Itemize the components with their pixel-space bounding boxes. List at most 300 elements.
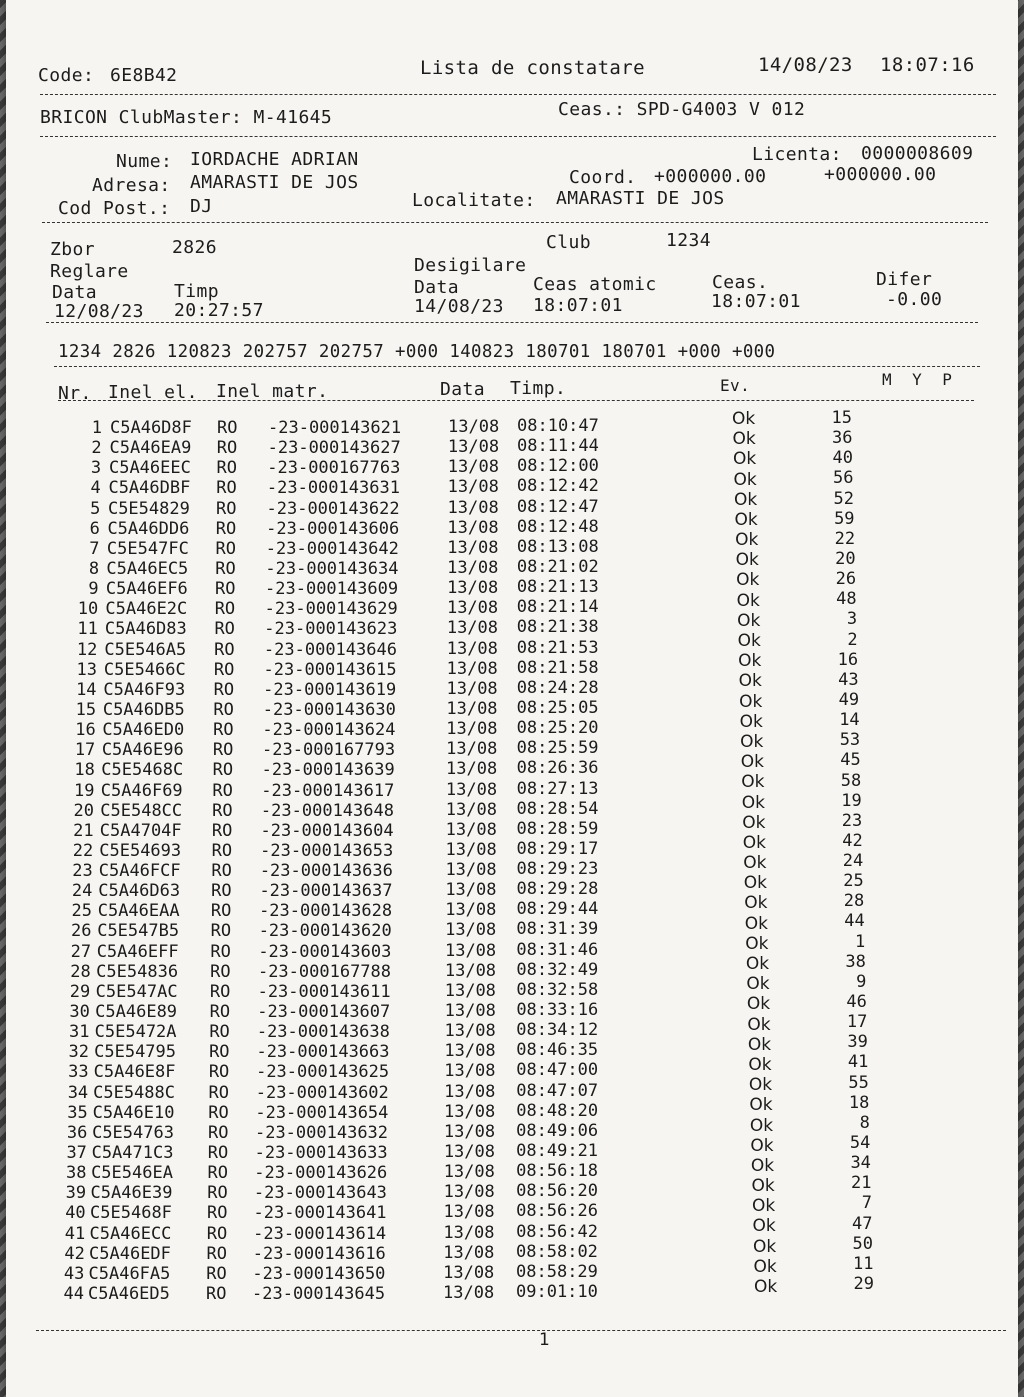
ring-electronic: C5A46EAA — [97, 901, 180, 922]
arrival-time: 08:46:35 — [516, 1040, 599, 1061]
arrival-time: 08:48:20 — [516, 1100, 599, 1121]
ring-country: RO — [212, 780, 233, 801]
ring-electronic: C5A46DB5 — [102, 699, 185, 720]
arrival-time: 08:56:26 — [516, 1201, 598, 1222]
arrival-time: 08:49:21 — [516, 1141, 599, 1162]
event-status: Ok — [737, 631, 761, 652]
ring-matricol: -23-000143648 — [260, 800, 394, 821]
ring-country: RO — [208, 1122, 229, 1143]
event-status: Ok — [750, 1135, 774, 1156]
code-value: 6E8B42 — [110, 65, 178, 86]
row-number: 21 — [73, 820, 94, 841]
event-status: Ok — [744, 893, 768, 914]
arrival-date: 13/08 — [447, 477, 499, 498]
address-label: Adresa: — [92, 175, 171, 196]
ring-country: RO — [210, 921, 232, 942]
ring-electronic: C5E5466C — [103, 659, 186, 680]
arrival-date: 13/08 — [445, 779, 498, 800]
arrival-time: 08:58:29 — [516, 1261, 598, 1282]
minute-value: 52 — [833, 488, 855, 509]
arrival-date: 13/08 — [444, 1101, 496, 1122]
minute-value: 9 — [856, 971, 867, 992]
col-inel-el: Inel el. — [108, 382, 198, 403]
event-status: Ok — [748, 1054, 772, 1075]
arrival-date: 13/08 — [447, 437, 500, 458]
ring-country: RO — [206, 1284, 227, 1304]
ring-country: RO — [212, 740, 234, 761]
ring-country: RO — [207, 1183, 228, 1204]
event-status: Ok — [743, 853, 767, 874]
event-status: Ok — [748, 1075, 773, 1096]
ring-country: RO — [210, 961, 231, 982]
ring-electronic: C5E54829 — [107, 498, 190, 519]
arrival-time: 08:12:48 — [516, 516, 599, 537]
ring-matricol: -23-000143604 — [260, 820, 394, 841]
ring-electronic: C5A46FCF — [98, 861, 181, 882]
arrival-date: 13/08 — [443, 1222, 495, 1243]
arrival-date: 13/08 — [447, 578, 499, 599]
ring-electronic: C5E54693 — [99, 840, 182, 861]
ring-country: RO — [211, 861, 232, 882]
minute-value: 56 — [833, 468, 854, 489]
minute-value: 58 — [840, 770, 862, 791]
ring-country: RO — [213, 720, 234, 741]
ring-electronic: C5A46F69 — [100, 780, 183, 801]
row-number: 24 — [71, 881, 93, 902]
row-number: 19 — [73, 780, 95, 801]
arrival-time: 08:32:49 — [516, 959, 599, 980]
code-line: 1234 2826 120823 202757 202757 +000 140823 180701 180701 +000 +000 — [58, 342, 776, 362]
row-number: 6 — [89, 518, 100, 539]
minute-value: 18 — [848, 1092, 870, 1113]
event-status: Ok — [738, 671, 762, 692]
ring-electronic: C5A46EDF — [89, 1243, 171, 1264]
ring-country: RO — [210, 901, 232, 922]
ring-matricol: -23-000143619 — [263, 679, 397, 700]
arrival-time: 08:21:38 — [516, 617, 599, 638]
ring-electronic: C5E547AC — [95, 981, 178, 1002]
row-number: 4 — [90, 478, 101, 499]
ring-country: RO — [209, 981, 231, 1002]
row-number: 31 — [68, 1022, 90, 1043]
row-number: 42 — [64, 1243, 85, 1264]
minute-value: 29 — [853, 1274, 874, 1294]
col-inel-matr: Inel matr. — [216, 381, 329, 402]
document-title: Lista de constatare — [420, 57, 645, 79]
arrival-date: 13/08 — [444, 1021, 496, 1042]
row-number: 17 — [74, 740, 96, 761]
row-number: 44 — [63, 1284, 84, 1304]
arrival-time: 08:47:07 — [516, 1080, 599, 1101]
minute-value: 24 — [842, 851, 864, 872]
reglare-data-label: Data — [52, 282, 97, 303]
ring-country: RO — [209, 1022, 230, 1043]
arrival-date: 13/08 — [444, 1001, 496, 1022]
ring-electronic: C5A46EFF — [96, 941, 179, 962]
row-number: 30 — [69, 1002, 90, 1023]
ring-electronic: C5A46D8F — [110, 418, 192, 438]
minute-value: 21 — [850, 1173, 872, 1194]
ring-country: RO — [216, 478, 237, 499]
row-number: 14 — [76, 679, 97, 700]
ring-matricol: -23-000143653 — [260, 840, 394, 861]
clock-id: Ceas.: SPD-G4003 V 012 — [558, 99, 806, 120]
license-label: Licenta: — [752, 144, 842, 165]
minute-value: 46 — [846, 992, 867, 1013]
ring-country: RO — [214, 619, 235, 640]
row-number: 27 — [70, 941, 92, 962]
ring-electronic: C5E5472A — [94, 1022, 177, 1043]
row-number: 36 — [66, 1122, 88, 1143]
ring-electronic: C5A46F93 — [103, 679, 186, 700]
ring-electronic: C5E54763 — [92, 1122, 174, 1143]
ring-country: RO — [215, 558, 236, 579]
arrival-time: 08:56:42 — [516, 1221, 598, 1242]
ring-matricol: -23-000143615 — [263, 659, 397, 680]
minute-value: 16 — [837, 649, 859, 670]
row-number: 37 — [66, 1143, 87, 1164]
row-number: 43 — [63, 1263, 85, 1284]
arrival-time: 08:29:44 — [516, 899, 599, 920]
event-status: Ok — [749, 1115, 774, 1136]
minute-value: 11 — [853, 1253, 874, 1274]
ring-matricol: -23-000143624 — [262, 720, 396, 741]
ring-electronic: C5A46ECC — [89, 1223, 172, 1244]
arrival-time: 08:25:05 — [516, 697, 599, 718]
minute-value: 39 — [847, 1032, 868, 1053]
minute-value: 41 — [847, 1052, 869, 1073]
row-number: 9 — [88, 579, 99, 600]
ring-electronic: C5A46E10 — [92, 1102, 175, 1123]
arrival-date: 13/08 — [447, 557, 499, 578]
arrival-date: 13/08 — [447, 517, 499, 538]
ring-matricol: -23-000143602 — [255, 1082, 389, 1103]
ring-electronic: C5A46EA9 — [109, 438, 192, 459]
locality-label: Localitate: — [412, 190, 536, 211]
ring-matricol: -23-000143627 — [267, 438, 401, 459]
event-status: Ok — [741, 792, 765, 813]
arrival-date: 13/08 — [446, 598, 499, 619]
arrival-time: 08:21:02 — [516, 556, 599, 577]
difer-label: Difer — [876, 269, 933, 290]
event-status: Ok — [746, 974, 770, 995]
name-label: Nume: — [116, 151, 173, 172]
minute-value: 17 — [846, 1012, 868, 1033]
arrival-time: 08:47:00 — [516, 1060, 599, 1081]
ring-country: RO — [215, 498, 237, 519]
coord-y: +000000.00 — [824, 164, 937, 185]
arrival-date: 13/08 — [445, 819, 497, 840]
club-label: Club — [546, 232, 591, 253]
row-number: 10 — [77, 599, 99, 620]
ring-electronic: C5A46EEC — [108, 458, 191, 479]
ring-country: RO — [214, 579, 236, 600]
ring-electronic: C5A46E39 — [90, 1183, 173, 1204]
ring-matricol: -23-000143620 — [258, 921, 392, 942]
ring-matricol: -23-000143617 — [261, 780, 395, 801]
ring-matricol: -23-000143609 — [265, 579, 399, 600]
ring-country: RO — [216, 458, 237, 479]
postal-label: Cod Post.: — [58, 198, 171, 219]
event-status: Ok — [747, 1034, 772, 1055]
ring-country: RO — [214, 599, 236, 620]
event-status: Ok — [751, 1196, 776, 1217]
event-status: Ok — [738, 651, 762, 672]
event-status: Ok — [736, 590, 760, 611]
clubmaster-id: BRICON ClubMaster: M-41645 — [40, 107, 333, 128]
divider — [58, 400, 974, 401]
ring-electronic: C5A46D83 — [104, 619, 187, 640]
event-status: Ok — [733, 469, 757, 490]
row-number: 28 — [70, 961, 91, 982]
ring-matricol: -23-000167793 — [262, 740, 396, 761]
ring-matricol: -23-000143614 — [253, 1223, 387, 1244]
row-number: 41 — [64, 1223, 86, 1244]
ring-country: RO — [212, 760, 234, 781]
difer-value: -0.00 — [886, 289, 943, 310]
minute-value: 36 — [832, 428, 853, 449]
ring-matricol: -23-000143638 — [256, 1022, 390, 1043]
ring-country: RO — [215, 538, 236, 559]
reglare-data: 12/08/23 — [54, 301, 144, 322]
divider — [36, 1330, 1006, 1331]
ring-electronic: C5A46E8F — [93, 1062, 176, 1083]
ring-country: RO — [207, 1143, 229, 1164]
ring-electronic: C5A46ED5 — [88, 1284, 170, 1304]
ring-matricol: -23-000143646 — [263, 639, 397, 660]
event-status: Ok — [736, 570, 760, 591]
ring-electronic: C5E5468C — [101, 760, 184, 781]
minute-value: 44 — [844, 911, 865, 932]
divider — [42, 222, 988, 223]
row-number: 16 — [75, 720, 96, 741]
row-number: 23 — [72, 861, 93, 882]
ring-country: RO — [215, 518, 237, 539]
event-status: Ok — [745, 933, 769, 954]
minute-value: 43 — [838, 669, 859, 690]
minute-value: 8 — [859, 1112, 870, 1133]
arrival-date: 13/08 — [446, 618, 499, 639]
ceas-time: 18:07:01 — [711, 291, 801, 312]
row-number: 1 — [91, 418, 102, 438]
desigilare-label: Desigilare — [414, 255, 527, 276]
minute-value: 14 — [839, 710, 860, 731]
code-label: Code: — [38, 65, 95, 86]
row-number: 32 — [68, 1042, 90, 1063]
ring-country: RO — [210, 941, 231, 962]
row-number: 38 — [66, 1163, 87, 1184]
ring-electronic: C5E5468F — [90, 1203, 172, 1224]
reglare-timp: 20:27:57 — [174, 300, 264, 321]
print-date: 14/08/23 — [758, 54, 853, 76]
minute-value: 2 — [847, 629, 858, 650]
row-number: 25 — [71, 901, 92, 922]
ring-matricol: -23-000143643 — [253, 1183, 387, 1204]
ring-electronic: C5E547FC — [106, 538, 189, 559]
row-number: 35 — [67, 1102, 88, 1123]
arrival-date: 13/08 — [443, 1121, 496, 1142]
arrival-time: 08:13:08 — [516, 536, 599, 557]
arrival-date: 13/08 — [446, 759, 498, 780]
ring-country: RO — [213, 699, 234, 720]
ring-matricol: -23-000143616 — [252, 1243, 386, 1264]
ring-matricol: -23-000143628 — [259, 901, 393, 922]
arrival-date: 13/08 — [447, 457, 499, 478]
divider — [40, 94, 996, 95]
divider — [40, 136, 996, 137]
minute-value: 45 — [840, 750, 861, 771]
ring-country: RO — [213, 659, 235, 680]
atomic-time: 18:07:01 — [533, 295, 623, 316]
minute-value: 53 — [839, 730, 861, 751]
ring-matricol: -23-000167788 — [257, 961, 392, 982]
ring-matricol: -23-000143663 — [256, 1042, 390, 1063]
arrival-time: 08:29:17 — [516, 838, 599, 859]
event-status: Ok — [752, 1216, 776, 1237]
arrival-time: 08:56:20 — [516, 1181, 598, 1202]
ring-matricol: -23-000143625 — [256, 1062, 390, 1083]
ceas-label: Ceas. — [712, 272, 769, 293]
arrival-date: 13/08 — [443, 1142, 495, 1163]
minute-value: 49 — [838, 689, 860, 710]
minute-value: 22 — [834, 528, 856, 549]
minute-value: 15 — [831, 408, 852, 428]
arrival-time: 08:24:28 — [516, 677, 599, 698]
ring-country: RO — [217, 418, 238, 438]
ring-matricol: -23-000143634 — [265, 558, 399, 579]
event-status: Ok — [734, 489, 758, 510]
ring-matricol: -23-000143632 — [254, 1122, 389, 1143]
locality-value: AMARASTI DE JOS — [556, 188, 725, 209]
arrival-time: 08:31:39 — [516, 919, 599, 940]
divider — [46, 322, 978, 323]
arrival-date: 13/08 — [445, 839, 497, 860]
arrival-time: 08:10:47 — [517, 416, 599, 436]
arrival-time: 08:21:14 — [516, 597, 599, 618]
event-status: Ok — [737, 610, 761, 631]
reglare-label: Reglare — [50, 261, 129, 282]
arrival-date: 13/08 — [445, 799, 497, 820]
ring-matricol: -23-000143639 — [261, 760, 395, 781]
minute-value: 54 — [849, 1133, 871, 1154]
minute-value: 25 — [843, 871, 864, 892]
arrival-time: 08:28:54 — [516, 798, 599, 819]
event-status: Ok — [732, 409, 756, 429]
ring-electronic: C5A46E2C — [105, 599, 188, 620]
printout-sheet — [6, 0, 1018, 1397]
arrival-date: 13/08 — [445, 900, 497, 921]
row-number: 20 — [73, 800, 95, 821]
ring-matricol: -23-000143631 — [266, 478, 400, 499]
minute-value: 34 — [850, 1153, 871, 1174]
arrival-time: 08:58:02 — [516, 1241, 598, 1262]
ring-electronic: C5A46FA5 — [88, 1263, 171, 1284]
event-status: Ok — [750, 1155, 775, 1176]
row-number: 13 — [76, 659, 97, 680]
ring-country: RO — [207, 1203, 228, 1224]
ring-matricol: -23-000143621 — [268, 418, 402, 438]
print-time: 18:07:16 — [880, 54, 975, 76]
arrival-time: 09:01:10 — [516, 1282, 598, 1302]
ring-electronic: C5E546EA — [91, 1163, 173, 1184]
minute-value: 7 — [861, 1193, 872, 1214]
arrival-date: 13/08 — [443, 1242, 495, 1263]
ring-matricol: -23-000143607 — [257, 1002, 391, 1023]
ring-electronic: C5A4704F — [99, 820, 182, 841]
row-number: 33 — [68, 1062, 89, 1083]
row-number: 26 — [71, 921, 92, 942]
arrival-date: 13/08 — [443, 1283, 495, 1303]
arrival-time: 08:12:00 — [516, 456, 599, 477]
event-status: Ok — [751, 1176, 775, 1197]
page-number: 1 — [539, 1330, 551, 1350]
ring-matricol: -23-000143626 — [254, 1163, 388, 1184]
ring-electronic: C5A46DBF — [108, 478, 191, 499]
event-status: Ok — [753, 1256, 777, 1277]
arrival-date: 13/08 — [446, 678, 498, 699]
minute-value: 59 — [834, 508, 855, 529]
event-status: Ok — [744, 913, 769, 934]
ring-matricol: -23-000143650 — [252, 1263, 386, 1284]
ring-country: RO — [208, 1062, 230, 1083]
row-number: 34 — [67, 1082, 89, 1103]
arrival-time: 08:31:46 — [516, 939, 599, 960]
ring-electronic: C5E5488C — [93, 1082, 175, 1103]
minute-value: 50 — [852, 1233, 873, 1254]
atomic-label: Ceas atomic — [533, 274, 657, 295]
event-status: Ok — [739, 691, 763, 712]
arrival-date: 13/08 — [444, 940, 497, 961]
arrival-time: 08:25:59 — [516, 738, 599, 759]
ring-electronic: C5A46E89 — [95, 1002, 178, 1023]
event-status: Ok — [743, 873, 767, 894]
row-number: 8 — [88, 558, 100, 579]
ring-country: RO — [206, 1263, 227, 1284]
arrival-time: 08:21:13 — [516, 577, 599, 598]
arrival-time: 08:28:59 — [516, 818, 599, 839]
arrival-date: 13/08 — [448, 417, 500, 437]
minute-value: 1 — [855, 931, 866, 952]
col-data: Data — [440, 379, 485, 400]
event-status: Ok — [749, 1095, 773, 1116]
row-number: 3 — [90, 458, 102, 479]
row-number: 40 — [65, 1203, 86, 1224]
arrival-time: 08:56:18 — [516, 1161, 599, 1182]
ring-electronic: C5A46ED0 — [102, 720, 185, 741]
ring-matricol: -23-000143645 — [252, 1284, 386, 1304]
arrival-date: 13/08 — [443, 1262, 495, 1283]
ring-country: RO — [206, 1223, 228, 1244]
arrival-time: 08:21:53 — [516, 637, 599, 658]
club-value: 1234 — [666, 230, 711, 251]
zbor-value: 2826 — [172, 237, 217, 258]
event-status: Ok — [742, 812, 766, 833]
row-number: 22 — [72, 840, 94, 861]
arrival-date: 13/08 — [446, 698, 498, 719]
ring-country: RO — [209, 1042, 230, 1063]
ring-country: RO — [214, 639, 235, 660]
row-number: 5 — [90, 498, 101, 519]
event-status: Ok — [740, 731, 764, 752]
col-timp: Timp. — [510, 378, 567, 399]
arrival-date: 13/08 — [444, 1041, 496, 1062]
event-status: Ok — [752, 1236, 777, 1257]
ring-country: RO — [208, 1082, 230, 1103]
coord-x: +000000.00 — [654, 166, 767, 187]
minute-value: 38 — [845, 951, 866, 972]
row-number: 2 — [91, 438, 102, 459]
arrival-date: 13/08 — [444, 960, 497, 981]
